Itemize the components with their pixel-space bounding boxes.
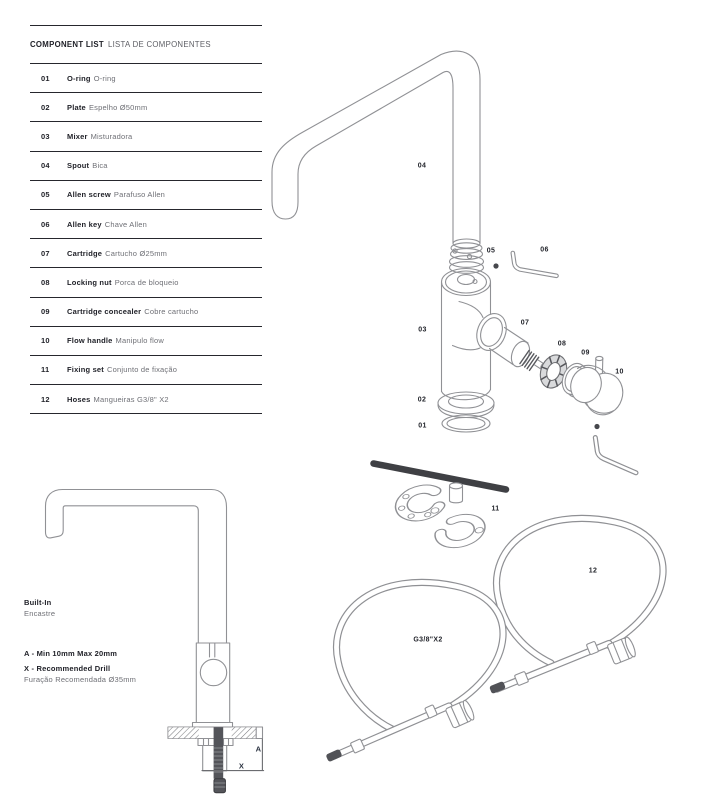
part-number: 01 bbox=[41, 73, 50, 83]
list-title-en: COMPONENT LIST bbox=[30, 40, 104, 49]
part-name: Flow handle bbox=[67, 336, 113, 346]
part-label-11: 11 bbox=[491, 505, 500, 513]
dim-a-note: A - Min 10mm Max 20mm bbox=[24, 649, 118, 658]
component-row bbox=[30, 210, 262, 239]
part-desc: Conjunto de fixação bbox=[107, 365, 178, 375]
part-name: Fixing set bbox=[67, 365, 105, 375]
part-number: 09 bbox=[41, 307, 50, 317]
allen-key-drawing bbox=[513, 253, 557, 276]
part-desc: Cartucho Ø25mm bbox=[105, 248, 168, 258]
built-in-title: Built-In bbox=[24, 598, 52, 607]
part-label-02: 02 bbox=[417, 396, 427, 404]
component-row bbox=[30, 64, 262, 93]
part-number: 06 bbox=[41, 219, 50, 229]
allen-key-2-drawing bbox=[595, 438, 636, 473]
part-desc: Mangueiras G3/8" X2 bbox=[93, 394, 169, 404]
part-number: 05 bbox=[41, 190, 50, 200]
part-label-01: 01 bbox=[418, 422, 427, 430]
list-title-pt: LISTA DE COMPONENTES bbox=[107, 40, 211, 49]
dim-x-note-title: X - Recommended Drill bbox=[24, 664, 111, 673]
part-name: Spout bbox=[67, 161, 90, 171]
part-label-03: 03 bbox=[418, 326, 427, 333]
handle-set-screw-drawing bbox=[594, 424, 599, 429]
component-row bbox=[30, 152, 262, 181]
part-label-12: 12 bbox=[588, 567, 598, 575]
part-desc: Espelho Ø50mm bbox=[88, 102, 148, 112]
part-name: Hoses bbox=[67, 394, 91, 404]
part-name: Cartridge concealer bbox=[67, 307, 142, 317]
dim-x-note-desc: Furação Recomendada Ø35mm bbox=[24, 675, 137, 684]
part-name: Cartridge bbox=[67, 248, 103, 258]
part-number: 11 bbox=[41, 365, 50, 375]
o-ring-drawing bbox=[442, 415, 490, 432]
hose-right-drawing bbox=[489, 518, 663, 694]
part-number: 10 bbox=[41, 336, 50, 346]
part-number: 12 bbox=[41, 394, 50, 404]
part-desc: Bica bbox=[92, 161, 108, 171]
part-number: 04 bbox=[41, 161, 50, 171]
part-label-06: 06 bbox=[540, 246, 549, 253]
part-label-09: 09 bbox=[581, 349, 590, 357]
built-in-notes bbox=[24, 597, 136, 685]
component-row bbox=[30, 122, 262, 151]
part-label-08: 08 bbox=[557, 340, 567, 347]
part-name: Allen key bbox=[67, 219, 102, 229]
mixer-body-drawing bbox=[442, 269, 512, 400]
part-label-05: 05 bbox=[486, 247, 496, 254]
part-number: 07 bbox=[41, 248, 50, 258]
component-row bbox=[30, 268, 262, 297]
part-desc: Cobre cartucho bbox=[144, 307, 199, 317]
spout-drawing bbox=[272, 51, 480, 243]
part-name: O-ring bbox=[67, 73, 91, 83]
dimension-a-marker: A bbox=[255, 744, 262, 753]
component-row bbox=[30, 327, 262, 356]
hose-size-label: G3/8"X2 bbox=[413, 636, 443, 644]
built-in-subtitle: Encastre bbox=[24, 609, 56, 618]
part-name: Locking nut bbox=[67, 277, 112, 287]
part-label-04: 04 bbox=[417, 162, 427, 170]
part-label-07: 07 bbox=[520, 319, 530, 326]
dimension-x-marker: X bbox=[238, 761, 245, 771]
part-desc: Chave Allen bbox=[104, 219, 147, 229]
part-number: 03 bbox=[41, 131, 50, 141]
component-row bbox=[30, 239, 262, 268]
component-list bbox=[30, 25, 262, 414]
part-number: 02 bbox=[41, 102, 50, 112]
part-desc: Misturadora bbox=[90, 131, 133, 141]
fixing-set-drawing bbox=[374, 464, 507, 549]
component-row bbox=[30, 298, 262, 327]
part-desc: O-ring bbox=[93, 73, 116, 83]
part-name: Plate bbox=[67, 102, 86, 112]
component-row bbox=[30, 356, 262, 385]
component-list-header bbox=[30, 26, 262, 64]
part-name: Allen screw bbox=[67, 190, 111, 200]
part-label-10: 10 bbox=[615, 368, 624, 375]
part-desc: Parafuso Allen bbox=[113, 190, 166, 200]
part-desc: Porca de bloqueio bbox=[114, 277, 179, 287]
part-number: 08 bbox=[41, 277, 50, 287]
part-desc: Manipulo flow bbox=[115, 336, 165, 346]
component-row bbox=[30, 181, 262, 210]
component-row bbox=[30, 93, 262, 122]
hose-left-drawing bbox=[326, 582, 504, 762]
part-name: Mixer bbox=[67, 131, 88, 141]
component-row bbox=[30, 385, 262, 414]
allen-screw-drawing bbox=[493, 263, 498, 268]
